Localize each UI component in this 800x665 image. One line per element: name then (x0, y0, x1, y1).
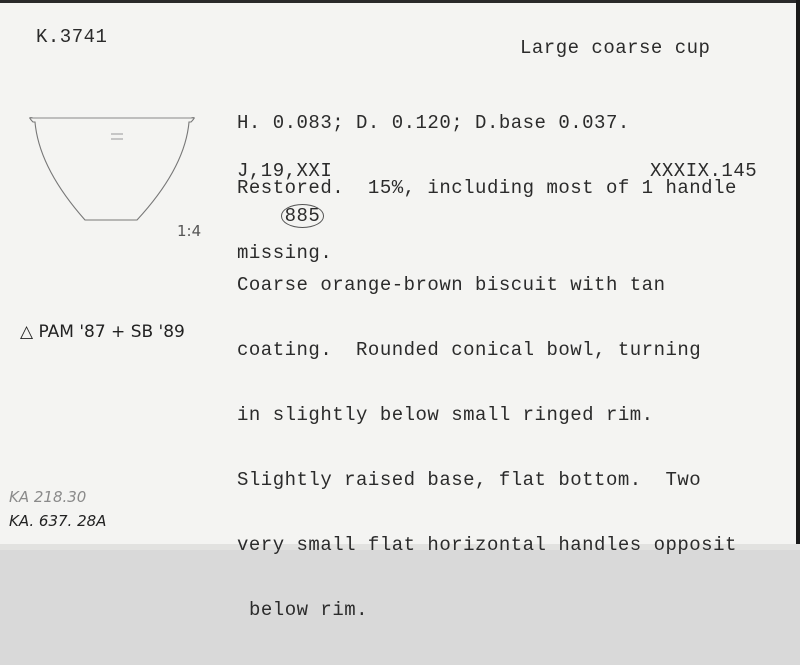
condition-line-1: Restored. 15%, including most of 1 handle (237, 177, 737, 199)
catalog-number: K.3741 (36, 26, 108, 48)
museum-reference: KA. 637. 28A (9, 512, 107, 530)
context-label: J,19,XXI (237, 160, 333, 182)
scale-label: 1:4 (177, 222, 202, 240)
description-line-4: Slightly raised base, flat bottom. Two (237, 469, 702, 491)
dimensions-line: H. 0.083; D. 0.120; D.base 0.037. (237, 112, 630, 134)
cup-profile-drawing (25, 108, 205, 228)
circled-number: 885 (281, 204, 325, 228)
object-title: Large coarse cup (520, 37, 711, 59)
description-line-1: Coarse orange-brown biscuit with tan (237, 274, 666, 296)
description-line-5: very small flat horizontal handles opposit (237, 534, 737, 556)
description-block (237, 231, 737, 665)
description-line-6: below rim. (249, 599, 369, 621)
description-line-3: in slightly below small ringed rim. (237, 404, 654, 426)
description-line-2: coating. Rounded conical bowl, turning (237, 339, 702, 361)
handwritten-annotation: △ PAM '87 + SB '89 (20, 322, 185, 342)
faint-reference: KA 218.30 (9, 488, 87, 506)
card-top-edge (0, 0, 800, 3)
condition-line-2: missing. (237, 242, 333, 264)
card-right-edge (796, 0, 800, 550)
inventory-number: XXXIX.145 (650, 160, 758, 182)
